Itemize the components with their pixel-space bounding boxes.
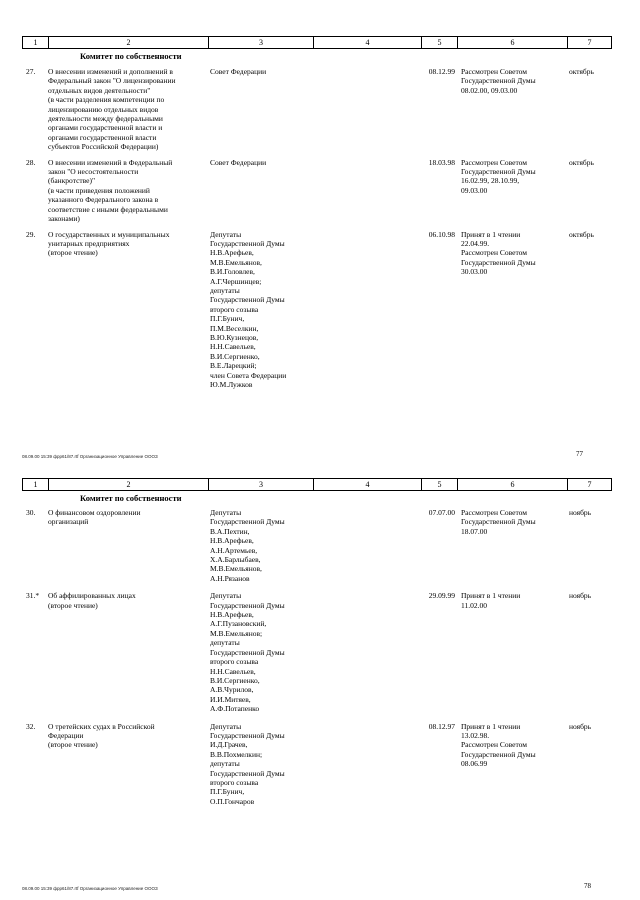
bill-title-line: (второе чтение) <box>48 600 98 610</box>
bill-title-line: О внесении изменений в Федеральный <box>48 157 173 167</box>
empty-cell <box>313 508 421 583</box>
bill-title-line: О внесении изменений и дополнений в <box>48 67 173 76</box>
bill-author-line: член Совета Федерации <box>210 370 287 380</box>
bill-status-line: Рассмотрен Советом <box>461 67 528 76</box>
bill-status <box>457 508 567 583</box>
bill-author <box>208 230 313 390</box>
bill-status-line: Государственной Думы <box>461 517 536 527</box>
bill-author-line: Х.А.Барлыбаев, <box>210 555 261 565</box>
column-header-2: 2 <box>49 37 209 48</box>
table-row <box>22 230 612 390</box>
bill-author-line: Государственной Думы <box>210 730 285 740</box>
column-header-1: 1 <box>23 37 49 48</box>
bill-status <box>457 722 567 807</box>
row-number: 27. <box>26 67 36 76</box>
planned-month: ноябрь <box>569 508 592 517</box>
bill-status <box>457 67 567 152</box>
bill-status-line: Рассмотрен Советом <box>461 248 528 258</box>
column-header-6: 6 <box>458 479 568 490</box>
bill-author-line: Совет Федерации <box>210 67 267 76</box>
bill-status-line: 11.02.00 <box>461 600 487 610</box>
bill-title-line: деятельности между федеральными <box>48 114 163 124</box>
bill-author-line: депутаты <box>210 759 240 769</box>
bill-author-line: В.В.Похмелкин; <box>210 749 263 759</box>
bill-author-line: А.Г.Чершинцев; <box>210 276 262 286</box>
table-row <box>22 591 612 713</box>
bill-status <box>457 158 567 224</box>
bill-author-line: А.В.Чурилов, <box>210 685 254 695</box>
column-header-6: 6 <box>458 37 568 48</box>
bill-author-line: второго созыва <box>210 777 259 787</box>
bill-author-line: М.В.Емельянов, <box>210 257 262 267</box>
bill-status-line: Рассмотрен Советом <box>461 157 528 167</box>
bill-author-line: М.В.Емельянов, <box>210 564 262 574</box>
bill-title-line: организаций <box>48 517 89 527</box>
bill-status-line: 16.02.99, 28.10.99, <box>461 176 520 186</box>
bill-author-line: депутаты <box>210 638 240 648</box>
bill-author-line: Н.Н.Савельев, <box>210 666 256 676</box>
bill-author-line: Н.В.Арефьев, <box>210 610 254 620</box>
bill-title-line: органами государственной власти <box>48 132 157 142</box>
bill-author-line: Ю.М.Лужков <box>210 380 253 389</box>
bill-title-line: закон "О несостоятельности <box>48 167 139 177</box>
bill-title-line: соответствие с иными федеральными <box>48 204 168 214</box>
bill-author-line: В.Ю.Кузнецов, <box>210 332 259 342</box>
bill-author-line: Государственной Думы <box>210 600 285 610</box>
planned-month: октябрь <box>569 157 594 167</box>
bill-title-line: законами) <box>48 214 80 224</box>
row-number: 30. <box>26 508 36 517</box>
bill-title-line: Федеральный закон "О лицензировании <box>48 76 176 86</box>
bill-title-line: лицензированию отдельных видов <box>48 104 159 114</box>
page-footer-text: 08.09.00 15:39 фрр61/87.rtf Организационное Управление ОООЗ <box>22 454 158 459</box>
column-header-4: 4 <box>314 37 422 48</box>
bill-status-line: Рассмотрен Советом <box>461 508 528 517</box>
bill-title <box>48 67 208 152</box>
bill-author-line: второго созыва <box>210 304 259 314</box>
bill-author <box>208 508 313 583</box>
bill-title-line: О государственных и муниципальных <box>48 229 170 239</box>
table-row <box>22 722 612 807</box>
bill-title-line: (второе чтение) <box>48 740 98 750</box>
committee-heading: Комитет по собственности <box>80 493 182 503</box>
bill-title-line: органами государственной власти и <box>48 123 163 133</box>
bill-status-line: 08.06.99 <box>461 759 488 769</box>
bill-author-line: И.И.Митяев, <box>210 694 251 704</box>
bill-author-line: О.П.Гончаров <box>210 796 255 806</box>
bill-title <box>48 508 208 583</box>
table-row <box>22 67 612 152</box>
column-header-4: 4 <box>314 479 422 490</box>
bill-author-line: Депутаты <box>210 721 242 731</box>
bill-status-line: 18.07.00 <box>461 526 488 536</box>
bill-author-line: Н.В.Арефьев, <box>210 536 254 546</box>
bill-title-line: Об аффилированных лицах <box>48 591 136 601</box>
bill-author-line: Н.В.Арефьев, <box>210 248 254 258</box>
bill-author-line: Государственной Думы <box>210 647 285 657</box>
bill-title <box>48 230 208 390</box>
bill-author-line: А.Г.Пузановский, <box>210 619 267 629</box>
bill-author-line: П.Г.Бунич, <box>210 314 245 324</box>
table-row <box>22 508 612 583</box>
empty-cell <box>313 722 421 807</box>
page-footer-text: 08.09.00 15:39 фрр61/87.rtf Организационное Управление ОООЗ <box>22 886 158 891</box>
planned-month: октябрь <box>569 67 594 76</box>
bill-title-line: отдельных видов деятельности" <box>48 85 151 95</box>
committee-heading: Комитет по собственности <box>80 51 182 61</box>
bill-author-line: Государственной Думы <box>210 238 285 248</box>
bill-title-line: О финансовом оздоровлении <box>48 508 141 517</box>
submission-date: 08.12.99 <box>428 67 455 76</box>
column-header-row <box>22 36 612 49</box>
bill-author-line: депутаты <box>210 285 240 295</box>
column-header-3: 3 <box>209 479 314 490</box>
bill-author-line: В.Е.Ларецкий; <box>210 361 257 371</box>
bill-status-line: Принят в 1 чтении <box>461 229 521 239</box>
bill-status-line: 22.04.99. <box>461 238 490 248</box>
bill-author-line: Государственной Думы <box>210 295 285 305</box>
bill-title-line: (банкротстве)" <box>48 176 96 186</box>
bill-author-line: П.Г.Бунич, <box>210 787 245 797</box>
bill-title <box>48 591 208 713</box>
bill-title-line: Федерации <box>48 730 84 740</box>
bill-title-line: О третейских судах в Российской <box>48 721 155 731</box>
bill-status-line: Государственной Думы <box>461 749 536 759</box>
bill-rows <box>22 67 612 389</box>
empty-cell <box>313 67 421 152</box>
bill-status-line: Принят в 1 чтении <box>461 591 521 601</box>
bill-title <box>48 722 208 807</box>
submission-date: 18.03.98 <box>428 157 455 167</box>
bill-author-line: И.Д.Грачев, <box>210 740 248 750</box>
bill-author <box>208 67 313 152</box>
row-number: 32. <box>26 721 36 731</box>
bill-author-line: Совет Федерации <box>210 157 267 167</box>
document-page-2 <box>22 478 612 806</box>
bill-author-line: Н.Н.Савельев, <box>210 342 256 352</box>
bill-author-line: В.И.Сергиенко, <box>210 675 260 685</box>
planned-month: октябрь <box>569 229 594 239</box>
bill-author-line: А.Н.Артемьев, <box>210 545 258 555</box>
bill-author-line: Депутаты <box>210 229 242 239</box>
bill-title <box>48 158 208 224</box>
submission-date: 06.10.98 <box>428 229 455 239</box>
empty-cell <box>313 230 421 390</box>
planned-month: ноябрь <box>569 591 592 601</box>
bill-status-line: 30.03.00 <box>461 267 488 277</box>
bill-author <box>208 722 313 807</box>
column-header-5: 5 <box>422 37 458 48</box>
column-header-7: 7 <box>587 38 592 47</box>
column-header-1: 1 <box>23 479 49 490</box>
row-number: 31.* <box>26 591 40 601</box>
bill-status-line: 08.02.00, 09.03.00 <box>461 85 518 95</box>
column-header-2: 2 <box>49 479 209 490</box>
column-header-5: 5 <box>422 479 458 490</box>
bill-status-line: 09.03.00 <box>461 185 488 195</box>
bill-author-line: В.И.Головлев, <box>210 267 255 277</box>
bill-status-line: Государственной Думы <box>461 257 536 267</box>
bill-author-line: Государственной Думы <box>210 517 285 527</box>
bill-author-line: В.И.Сергиенко, <box>210 351 260 361</box>
bill-author-line: В.А.Пехтин, <box>210 526 250 536</box>
bill-title-line: (второе чтение) <box>48 248 98 258</box>
table-row <box>22 158 612 224</box>
column-header-7: 7 <box>587 480 592 489</box>
bill-author-line: второго созыва <box>210 657 259 667</box>
bill-status <box>457 230 567 390</box>
bill-status-line: Государственной Думы <box>461 76 536 86</box>
bill-status-line: Принят в 1 чтении <box>461 721 521 731</box>
bill-status <box>457 591 567 713</box>
row-number: 28. <box>26 157 36 167</box>
bill-title-line: (в части приведения положений <box>48 185 150 195</box>
submission-date: 08.12.97 <box>428 721 455 731</box>
bill-title-line: субъектов Российской Федерации) <box>48 142 159 152</box>
bill-title-line: унитарных предприятиях <box>48 238 130 248</box>
empty-cell <box>313 591 421 713</box>
submission-date: 29.09.99 <box>428 591 455 601</box>
empty-cell <box>313 158 421 224</box>
bill-author-line: А.Ф.Потапенко <box>210 704 260 714</box>
bill-author <box>208 591 313 713</box>
bill-author-line: М.В.Емельянов; <box>210 628 263 638</box>
document-page-1 <box>22 36 612 389</box>
bill-author-line: Депутаты <box>210 591 242 601</box>
page-number: 77 <box>576 450 583 458</box>
bill-title-line: (в части разделения компетенции по <box>48 95 165 105</box>
bill-status-line: Рассмотрен Советом <box>461 740 528 750</box>
bill-status-line: Государственной Думы <box>461 167 536 177</box>
page-number: 78 <box>584 882 591 890</box>
bill-author <box>208 158 313 224</box>
bill-rows <box>22 508 612 806</box>
column-header-row <box>22 478 612 491</box>
submission-date: 07.07.00 <box>428 508 455 517</box>
bill-author-line: А.Н.Рязанов <box>210 573 250 583</box>
column-header-3: 3 <box>209 37 314 48</box>
bill-status-line: 13.02.98. <box>461 730 490 740</box>
bill-author-line: П.М.Веселкин, <box>210 323 259 333</box>
row-number: 29. <box>26 229 36 239</box>
bill-author-line: Депутаты <box>210 508 242 517</box>
bill-author-line: Государственной Думы <box>210 768 285 778</box>
planned-month: ноябрь <box>569 721 592 731</box>
bill-title-line: указанного Федерального закона в <box>48 195 159 205</box>
